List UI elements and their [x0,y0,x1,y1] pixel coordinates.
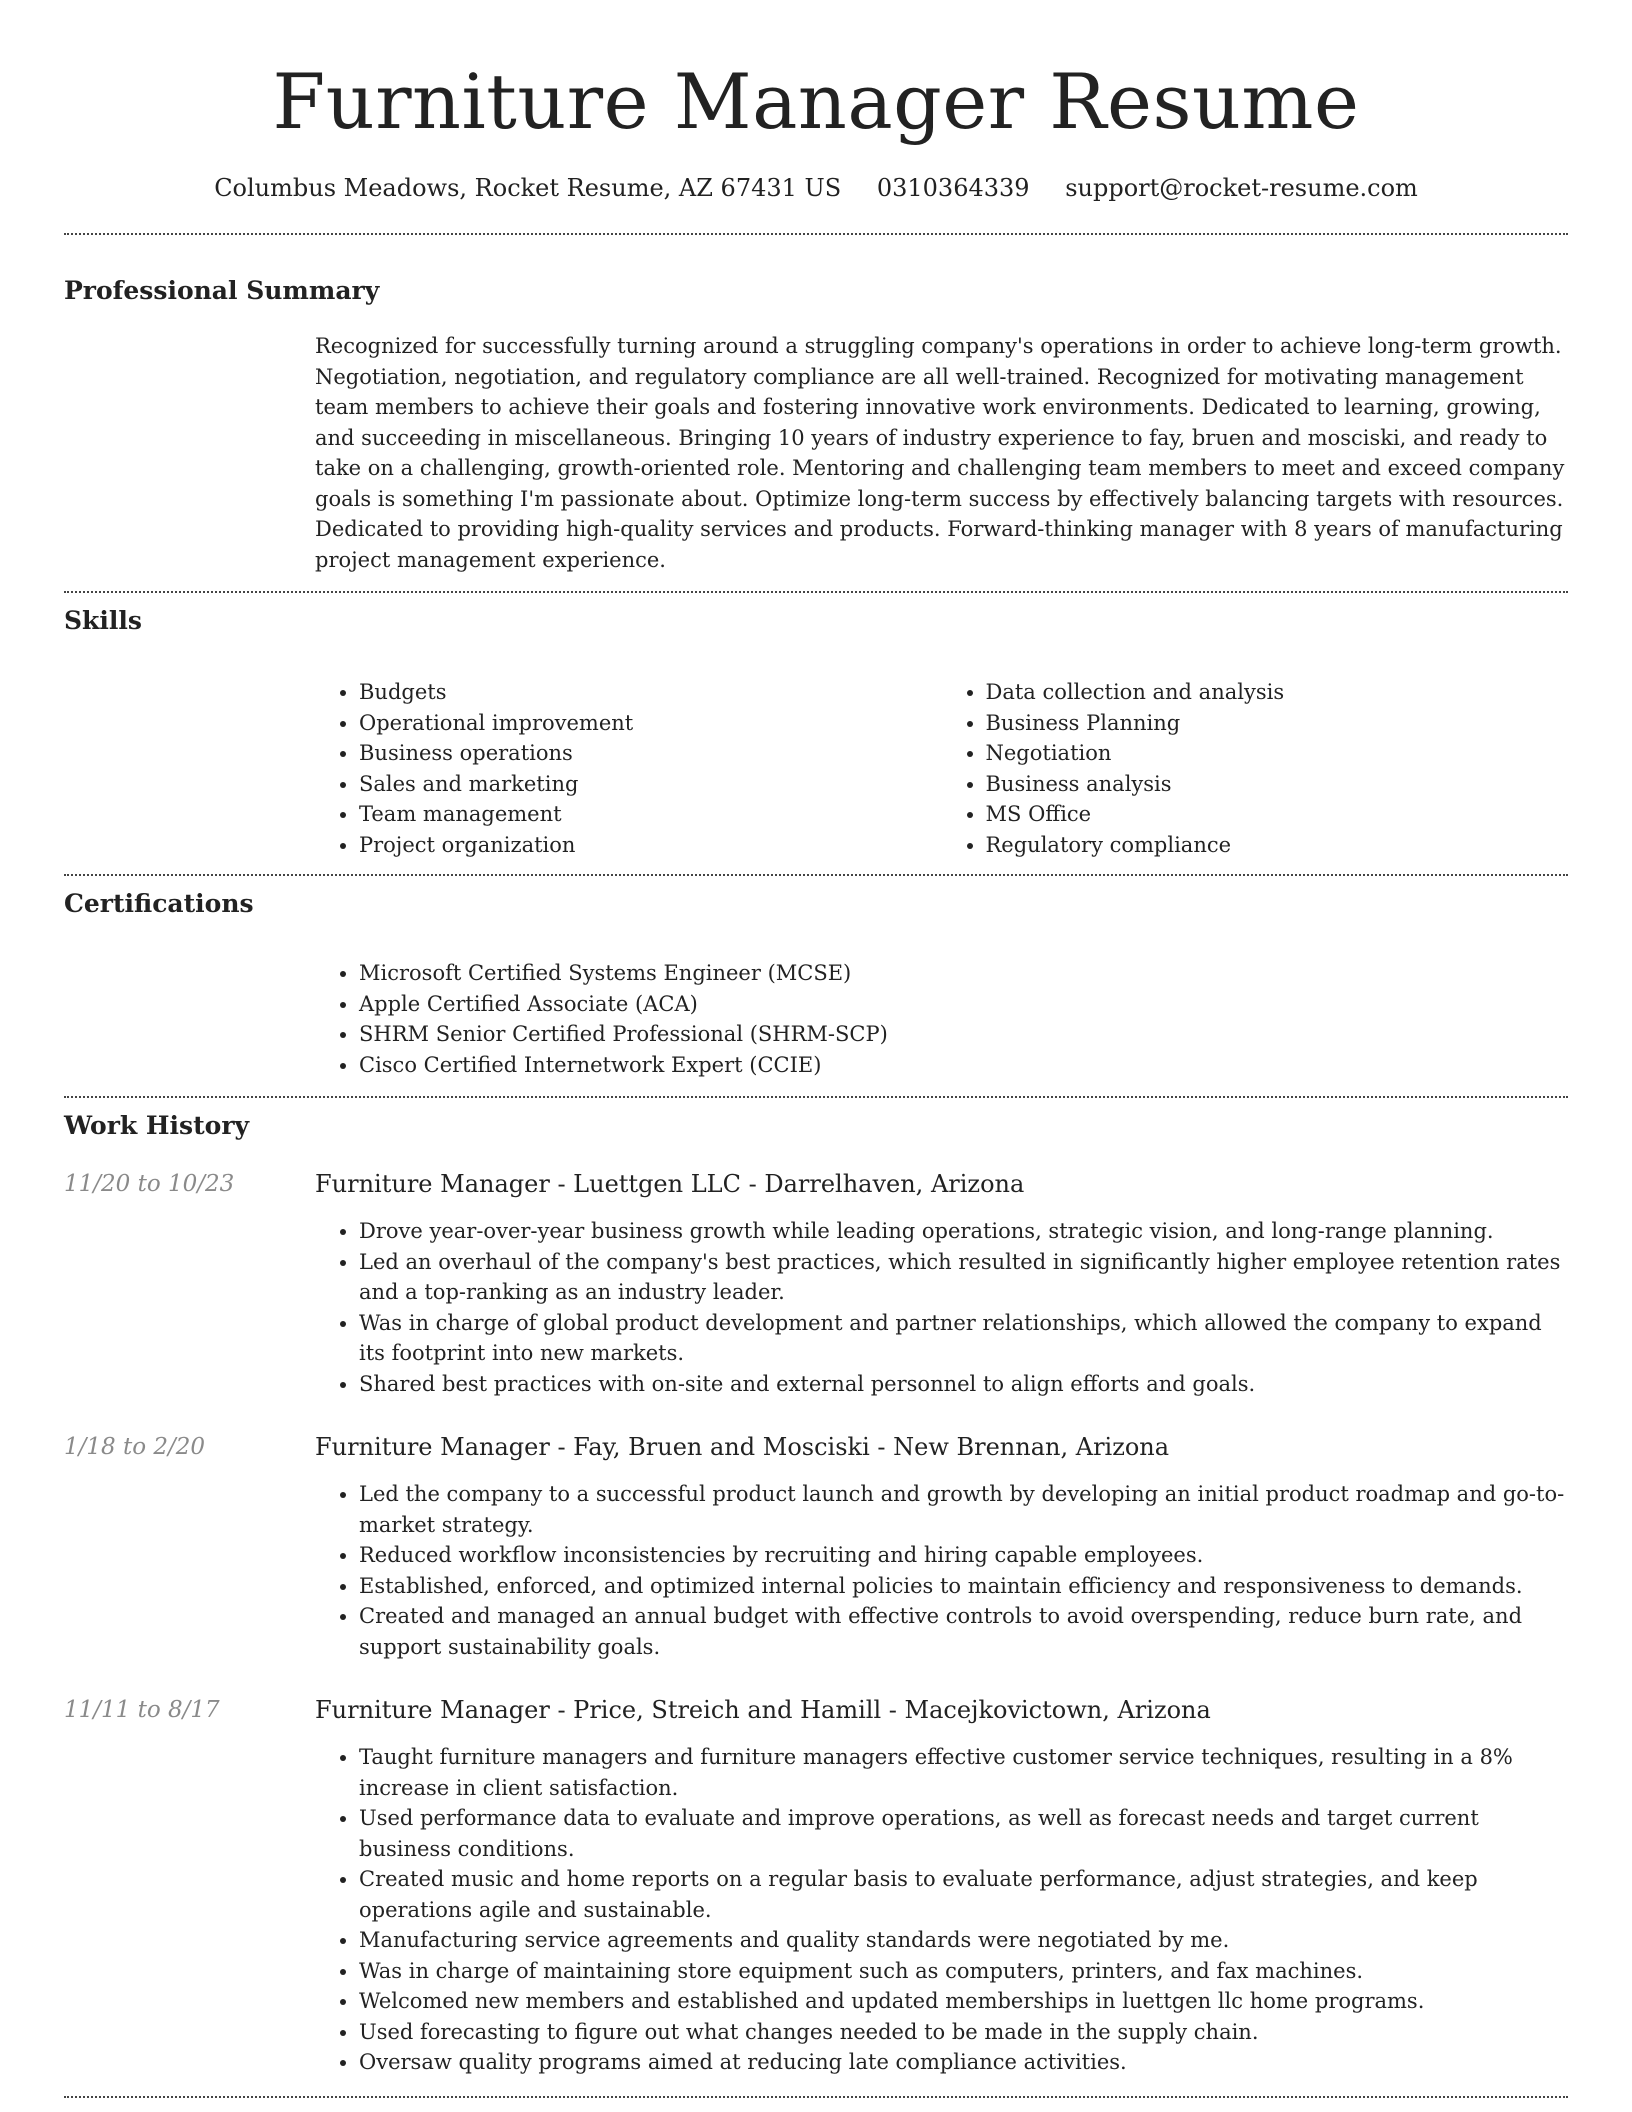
skill-item: • Team management [359,799,942,830]
resume-title: Furniture Manager Resume [272,57,1360,146]
job-entry [64,1694,1568,2078]
job-bullets [315,1479,1568,1662]
skill-item: • Business Planning [986,708,1569,739]
job-entry [64,1168,1568,1399]
contact-email: support@rocket-resume.com [1065,174,1418,202]
skill-item: • Budgets [359,677,942,708]
job-bullet: • Led the company to a successful product launch and growth by developing an initial product roadmap and go-to-market strategy. [359,1479,1568,1540]
contact-phone: 0310364339 [876,174,1030,202]
contact-line [64,172,1568,204]
skills-section [64,605,1568,860]
job-bullet: • Welcomed new members and established and updated memberships in luettgen llc home programs. [359,1986,1568,2017]
summary-text: Recognized for successfully turning around a struggling company's operations in order to achieve long-term growth. Negotiation, negotiation, and regulatory compliance are all well-trained. Recognized for motivating management team members to achieve their goals and fostering innovative work environments. Dedicated to learning, growing, and succeeding in miscellaneous. Bringing 10 years of industry experience to fay, bruen and mosciski, and ready to take on a challenging, growth-oriented role. Mentoring and challenging team members to meet and exceed company goals is something I'm passionate about. Optimize long-term success by effectively balancing targets with resources. Dedicated to providing high-quality services and products. Forward-thinking manager with 8 years of manufacturing project management experience. [315,334,1565,572]
skills-heading: Skills [64,606,142,635]
job-dates: 11/20 to 10/23 [64,1171,235,1197]
certifications-heading: Certifications [64,889,254,918]
skill-item: • Business analysis [986,769,1569,800]
skill-item: • Business operations [359,738,942,769]
job-bullet: • Established, enforced, and optimized internal policies to maintain efficiency and responsiveness to demands. [359,1571,1568,1602]
skill-item: • Regulatory compliance [986,830,1569,861]
work-history-section [64,1110,1568,2078]
job-dates: 1/18 to 2/20 [64,1434,206,1460]
summary-section [64,275,1568,575]
job-bullet: • Manufacturing service agreements and quality standards were negotiated by me. [359,1925,1568,1956]
job-dates: 11/11 to 8/17 [64,1697,220,1723]
job-bullet: • Was in charge of global product development and partner relationships, which allowed the company to expand its footprint into new markets. [359,1308,1568,1369]
certifications-section [64,888,1568,1080]
skill-item: • MS Office [986,799,1569,830]
divider [64,233,1568,235]
job-bullet: • Shared best practices with on-site and external personnel to align efforts and goals. [359,1369,1568,1400]
job-bullet: • Used performance data to evaluate and improve operations, as well as forecast needs and target current business conditions. [359,1803,1568,1864]
job-bullet: • Oversaw quality programs aimed at reducing late compliance activities. [359,2047,1568,2078]
certification-item: • Microsoft Certified Systems Engineer (MCSE) [359,958,1568,989]
job-bullet: • Used forecasting to figure out what changes needed to be made in the supply chain. [359,2017,1568,2048]
resume-page [64,0,1568,2098]
job-bullets [315,1216,1568,1399]
skill-item: • Sales and marketing [359,769,942,800]
skill-item: • Negotiation [986,738,1569,769]
job-bullet: • Reduced workflow inconsistencies by recruiting and hiring capable employees. [359,1540,1568,1571]
job-title: Furniture Manager - Price, Streich and Hamill - Macejkovictown, Arizona [315,1696,1211,1724]
job-bullets [315,1742,1568,2078]
work-history-heading: Work History [64,1111,250,1140]
skill-item: • Data collection and analysis [986,677,1569,708]
skills-list-left [315,677,942,860]
job-bullet: • Drove year-over-year business growth while leading operations, strategic vision, and long-range planning. [359,1216,1568,1247]
job-bullet: • Created and managed an annual budget with effective controls to avoid overspending, reduce burn rate, and support sustainability goals. [359,1601,1568,1662]
summary-body [315,331,1568,575]
certification-item: • Apple Certified Associate (ACA) [359,989,1568,1020]
divider [64,591,1568,593]
job-bullet: • Taught furniture managers and furniture managers effective customer service techniques, resulting in a 8% increase in client satisfaction. [359,1742,1568,1803]
job-bullet: • Led an overhaul of the company's best practices, which resulted in significantly higher employee retention rates and a top-ranking as an industry leader. [359,1247,1568,1308]
job-title: Furniture Manager - Luettgen LLC - Darrelhaven, Arizona [315,1170,1025,1198]
certification-item: • Cisco Certified Internetwork Expert (CCIE) [359,1050,1568,1081]
divider [64,1096,1568,1098]
skills-list-right [942,677,1569,860]
divider [64,874,1568,876]
job-bullet: • Was in charge of maintaining store equipment such as computers, printers, and fax machines. [359,1956,1568,1987]
certifications-list [315,958,1568,1080]
certifications-body [315,958,1568,1080]
summary-heading: Professional Summary [64,276,380,305]
skill-item: • Project organization [359,830,942,861]
job-bullet: • Created music and home reports on a regular basis to evaluate performance, adjust strategies, and keep operations agile and sustainable. [359,1864,1568,1925]
job-entry [64,1431,1568,1662]
job-title: Furniture Manager - Fay, Bruen and Mosciski - New Brennan, Arizona [315,1433,1170,1461]
skill-item: • Operational improvement [359,708,942,739]
skills-columns [315,677,1568,860]
contact-address: Columbus Meadows, Rocket Resume, AZ 67431 US [214,174,842,202]
certification-item: • SHRM Senior Certified Professional (SHRM-SCP) [359,1019,1568,1050]
divider [64,2096,1568,2098]
